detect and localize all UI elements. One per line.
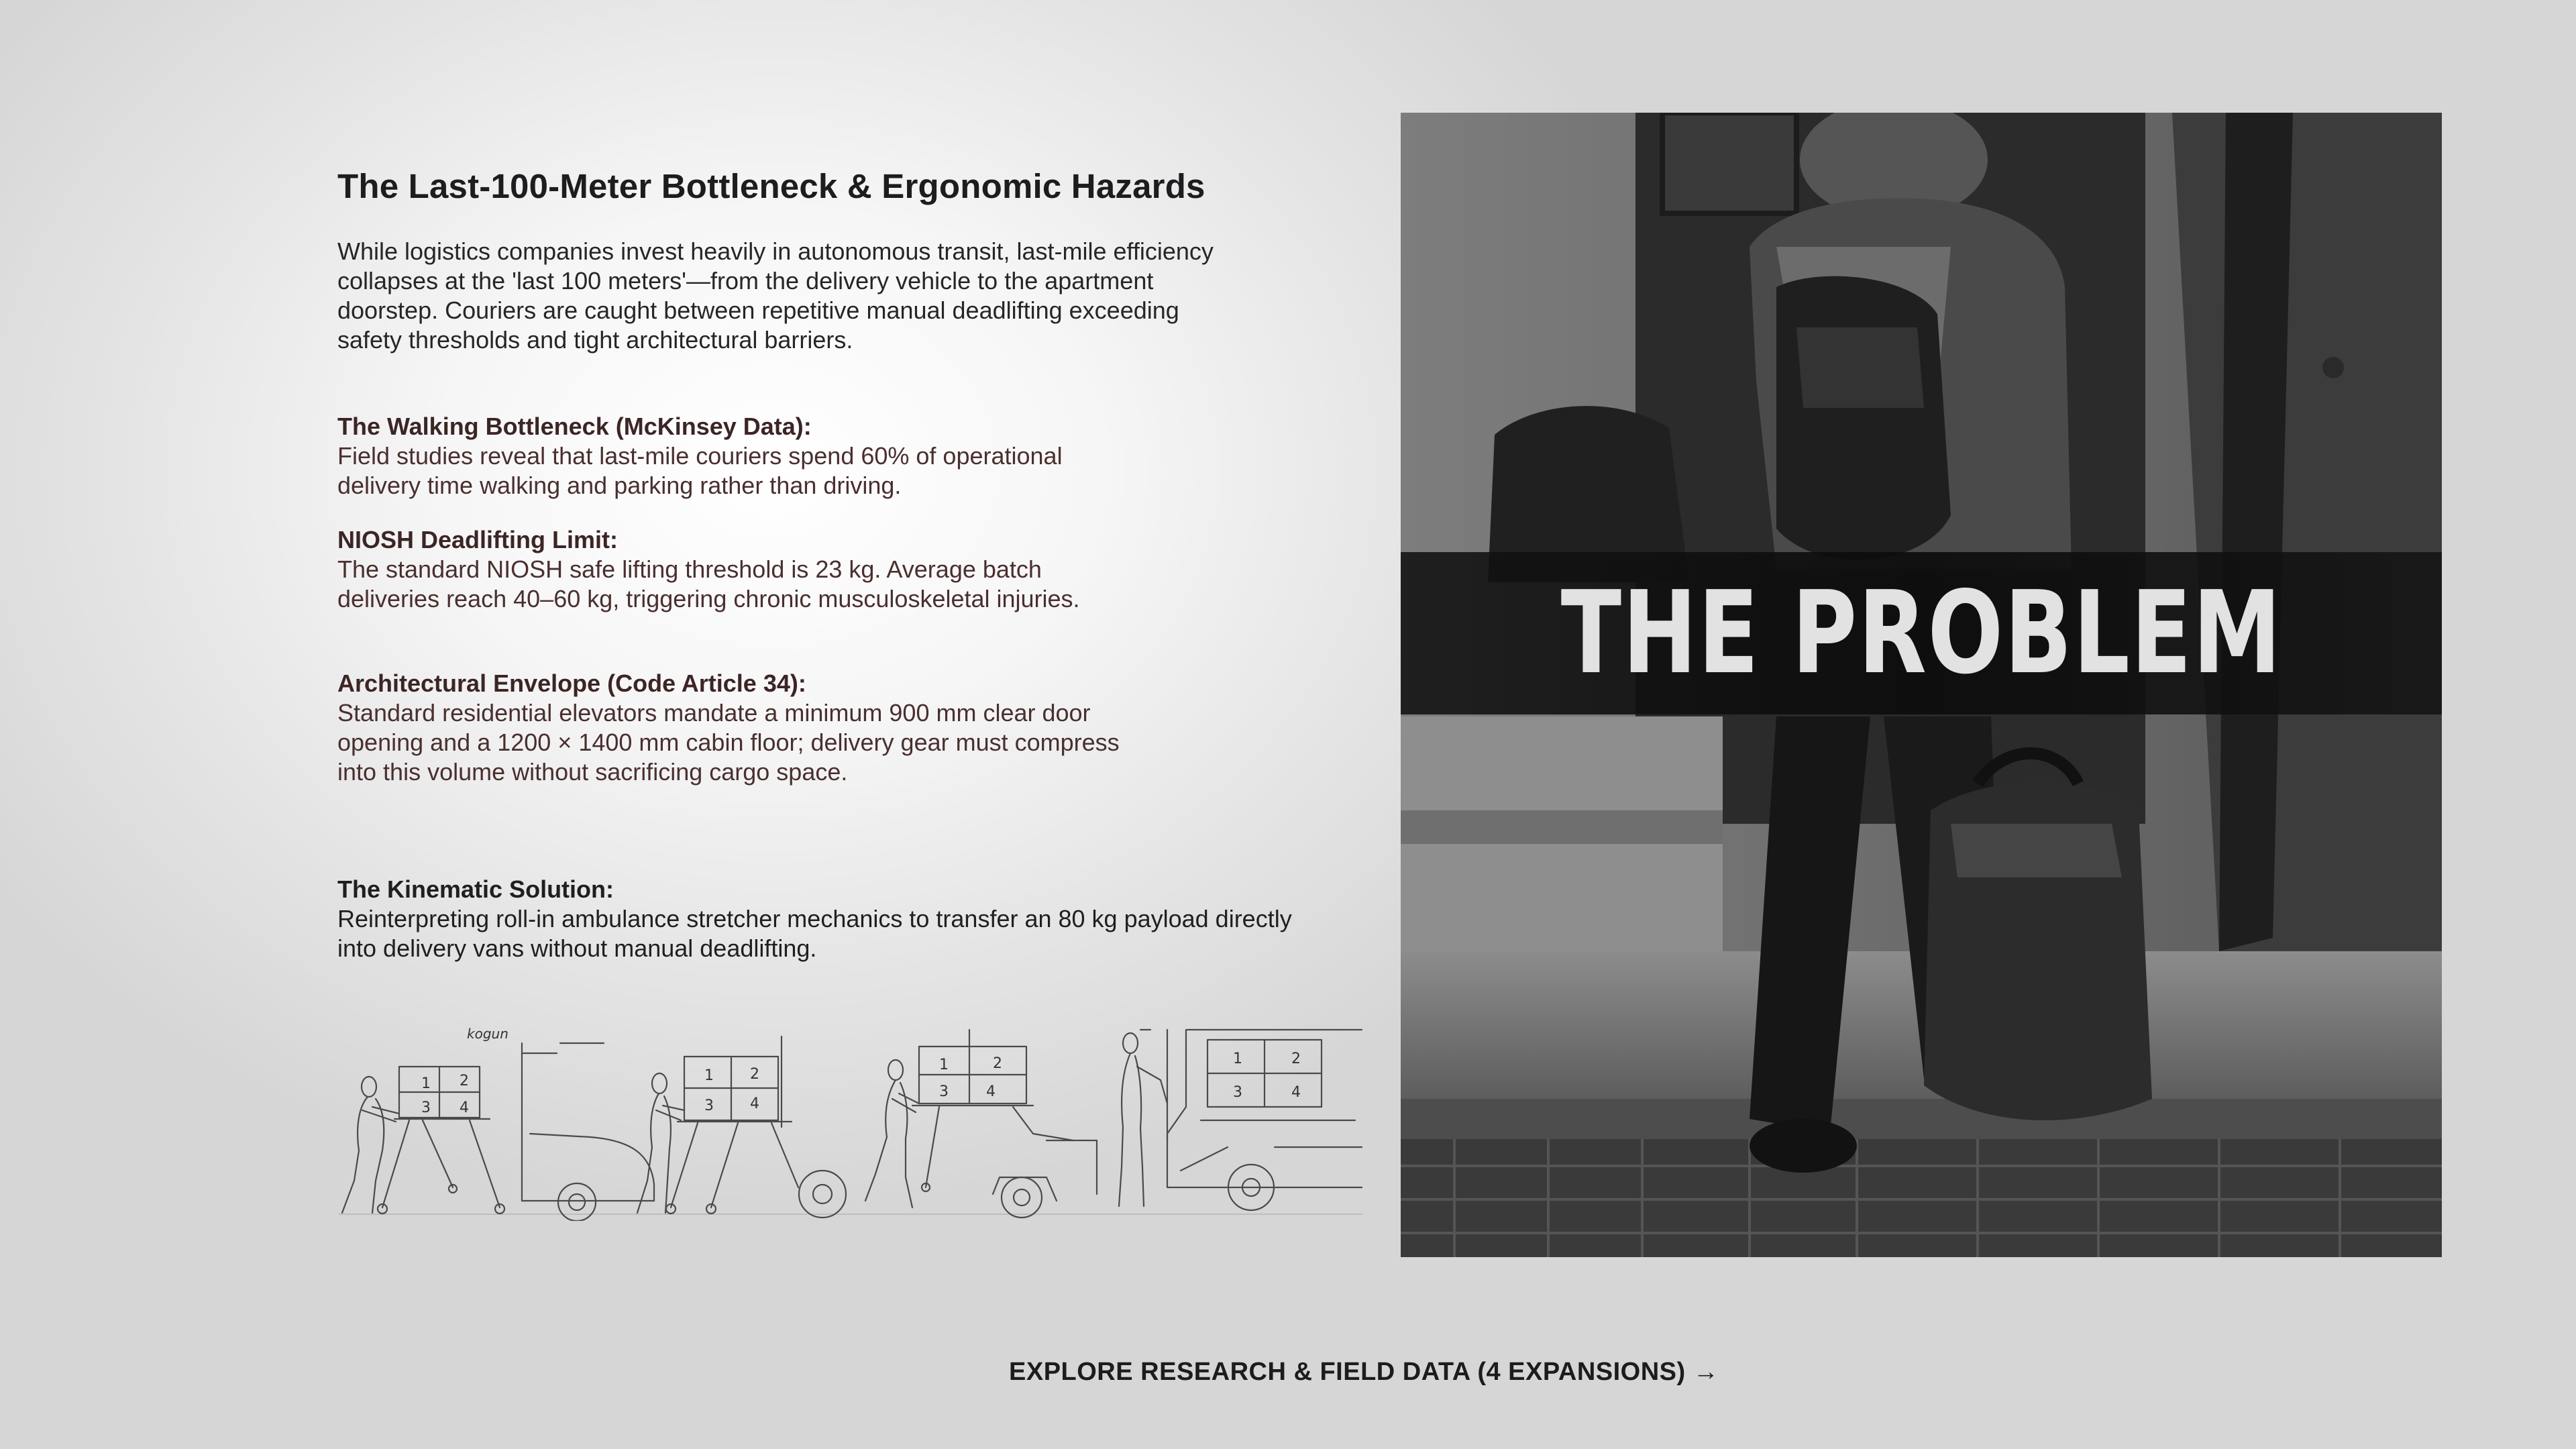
sketch-panel-3: [865, 1030, 1097, 1218]
box-number: 1: [939, 1057, 949, 1073]
box-number: 2: [993, 1055, 1002, 1072]
box-number: 4: [460, 1099, 469, 1116]
kinematic-solution: [337, 875, 1317, 963]
sketch-note: kogun: [467, 1026, 508, 1042]
fact-title: NIOSH Deadlifting Limit:: [337, 526, 618, 553]
intro-paragraph: While logistics companies invest heavily in autonomous transit, last-mile efficiency collapses at the 'last 100 meters'—from the delivery vehicle to the apartment doorstep. Couriers are caught between repetitive manual deadlifting exceeding safety thresholds and tight architectural barriers.: [337, 237, 1214, 354]
section-heading: The Last-100-Meter Bottleneck & Ergonomic Hazards: [337, 167, 1205, 205]
explore-research-link[interactable]: EXPLORE RESEARCH & FIELD DATA (4 EXPANSIONS) →: [1009, 1358, 1719, 1386]
sketch-panel-1: [342, 1043, 654, 1221]
courier-photo: [1401, 113, 2442, 1257]
box-number: 1: [1233, 1051, 1242, 1067]
banner-title: THE PROBLEM: [1560, 567, 2282, 700]
box-number: 1: [704, 1067, 714, 1084]
box-number: 1: [421, 1075, 431, 1092]
box-number: 2: [1291, 1051, 1301, 1067]
problem-banner: [1401, 552, 2442, 714]
fact-body: Standard residential elevators mandate a minimum 900 mm clear door opening and a 1200 × 1400 mm cabin floor; delivery gear must compress into this volume without sacrificing cargo space.: [337, 699, 1120, 786]
fact-architectural-envelope: [337, 669, 1129, 787]
fact-niosh-limit: [337, 525, 1129, 614]
box-number: 3: [1233, 1084, 1242, 1101]
fact-body: The standard NIOSH safe lifting threshold is 23 kg. Average batch deliveries reach 40–60 kg, triggering chronic musculoskeletal injuries.: [337, 555, 1080, 612]
box-number: 2: [460, 1073, 469, 1089]
box-number: 4: [750, 1095, 759, 1112]
box-number: 3: [704, 1097, 714, 1114]
fact-title: The Walking Bottleneck (McKinsey Data):: [337, 413, 812, 440]
box-number: 4: [1291, 1084, 1301, 1101]
box-number: 3: [421, 1099, 431, 1116]
box-number: 2: [750, 1066, 759, 1083]
box-number: 3: [939, 1083, 949, 1100]
stretcher-sequence-sketch: [335, 1026, 1365, 1221]
fact-body: Field studies reveal that last-mile couriers spend 60% of operational delivery time walking and parking rather than driving.: [337, 442, 1063, 499]
sketch-panel-2: [637, 1036, 846, 1218]
box-number: 4: [986, 1083, 996, 1100]
solution-body: Reinterpreting roll-in ambulance stretcher mechanics to transfer an 80 kg payload directly into delivery vans without manual deadlifting.: [337, 905, 1292, 962]
solution-title: The Kinematic Solution:: [337, 875, 614, 903]
fact-walking-bottleneck: [337, 412, 1129, 500]
fact-title: Architectural Envelope (Code Article 34):: [337, 669, 806, 697]
